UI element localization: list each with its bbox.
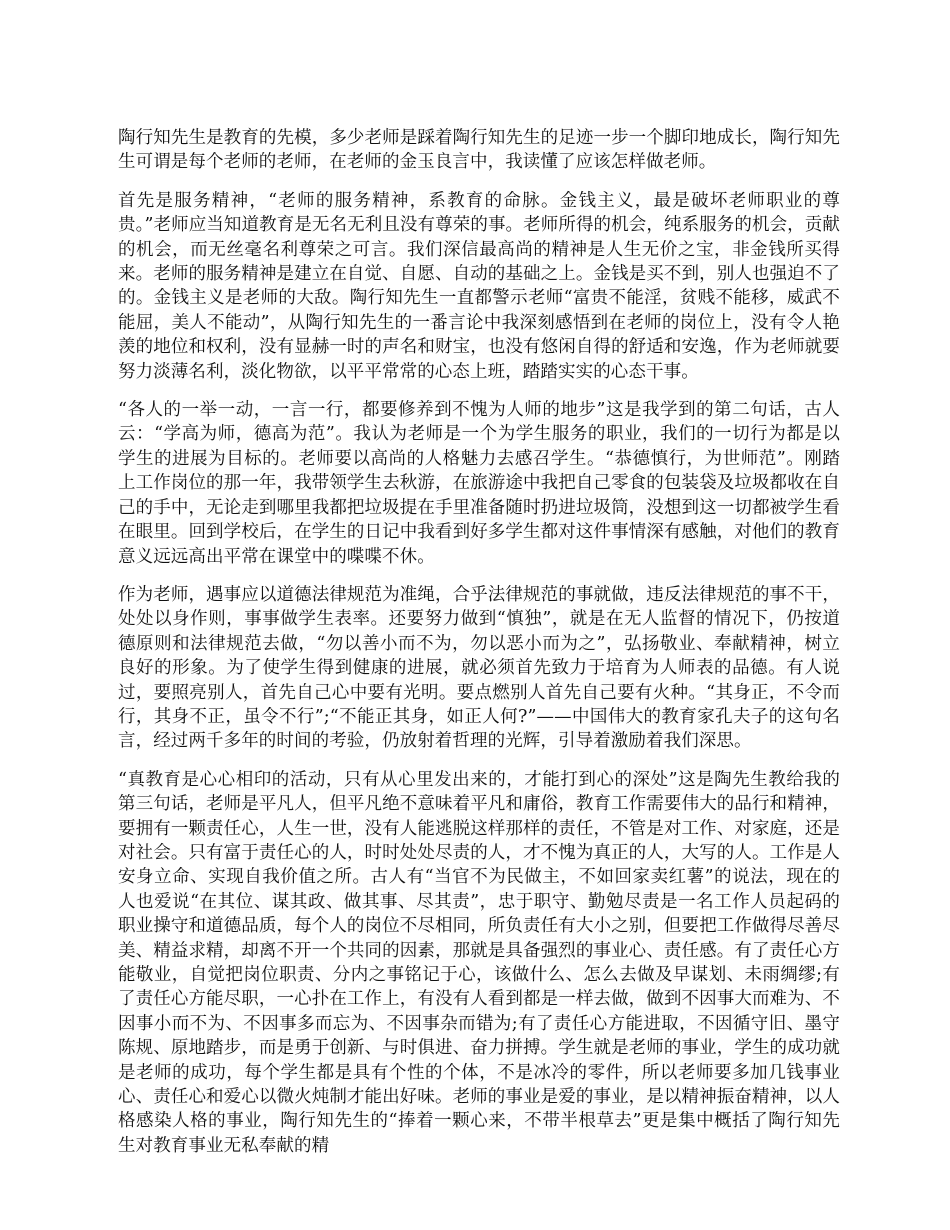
- paragraph-2: 首先是服务精神，“老师的服务精神，系教育的命脉。金钱主义，最是破坏老师职业的尊贵。”老师应当知道教育是无名无利且没有尊荣的事。老师所得的机会，纯系服务的机会，贡献的机会，而无丝毫名利尊荣之可言。我们深信最高尚的精神是人生无价之宝，非金钱所买得来。老师的服务精神是建立在自觉、自愿、自动的基础之上。金钱是买不到，别人也强迫不了的。金钱主义是老师的大敌。陶行知先生一直都警示老师“富贵不能淫，贫贱不能移，威武不能屈，美人不能动”，从陶行知先生的一番言论中我深刻感悟到在老师的岗位上，没有令人艳羡的地位和权利，没有显赫一时的声名和财宝，也没有悠闲自得的舒适和安逸，作为老师就要努力淡薄名利，淡化物欲，以平平常常的心态上班，踏踏实实的心态干事。: [118, 190, 840, 382]
- paragraph-5: “真教育是心心相印的活动，只有从心里发出来的，才能打到心的深处”这是陶先生教给我的第三句话，老师是平凡人，但平凡绝不意味着平凡和庸俗，教育工作需要伟大的品行和精神，要拥有一颗责任心，人生一世，没有人能逃脱这样那样的责任，不管是对工作、对家庭，还是对社会。只有富于责任心的人，时时处处尽责的人，才不愧为真正的人，大写的人。工作是人安身立命、实现自我价值之所。古人有“当官不为民做主，不如回家卖红薯”的说法，现在的人也爱说“在其位、谋其政、做其事、尽其责”，忠于职守、勤勉尽责是一名工作人员起码的职业操守和道德品质，每个人的岗位不尽相同，所负责任有大小之别，但要把工作做得尽善尽美、精益求精，却离不开一个共同的因素，那就是具备强烈的事业心、责任感。有了责任心方能敬业，自觉把岗位职责、分内之事铭记于心，该做什么、怎么去做及早谋划、未雨绸缪;有了责任心方能尽职，一心扑在工作上，有没有人看到都是一样去做，做到不因事大而难为、不因事小而不为、不因事多而忘为、不因事杂而错为;有了责任心方能进取，不因循守旧、墨守陈规、原地踏步，而是勇于创新、与时俱进、奋力拼搏。学生就是老师的事业，学生的成功就是老师的成功，每个学生都是具有个性的个体，不是冰冷的零件，所以老师要多加几钱事业心、责任心和爱心以微火炖制才能出好味。老师的事业是爱的事业，是以精神振奋精神，以人格感染人格的事业，陶行知先生的“捧着一颗心来，不带半根草去”更是集中概括了陶行知先生对教育事业无私奉献的精: [118, 769, 840, 1156]
- paragraph-3: “各人的一举一动，一言一行，都要修养到不愧为人师的地步”这是我学到的第二句话，古人云：“学高为师，德高为范”。我认为老师是一个为学生服务的职业，我们的一切行为都是以学生的进展为目标的。老师要以高尚的人格魅力去感召学生。“恭德慎行，为世师范”。刚踏上工作岗位的那一年，我带领学生去秋游，在旅游途中我把自己零食的包装袋及垃圾都收在自己的手中，无论走到哪里我都把垃圾提在手里准备随时扔进垃圾筒，没想到这一切都被学生看在眼里。回到学校后，在学生的日记中我看到好多学生都对这件事情深有感触，对他们的教育意义远远高出平常在课堂中的喋喋不休。: [118, 400, 840, 567]
- paragraph-4: 作为老师，遇事应以道德法律规范为准绳，合乎法律规范的事就做，违反法律规范的事不干，处处以身作则，事事做学生表率。还要努力做到“慎独”，就是在无人监督的情况下，仍按道德原则和法律规范去做，“勿以善小而不为，勿以恶小而为之”，弘扬敬业、奉献精神，树立良好的形象。为了使学生得到健康的进展，就必须首先致力于培育为人师表的品德。有人说过，要照亮别人，首先自己心中要有光明。要点燃别人首先自己要有火种。“其身正，不令而行，其身不正，虽令不行”;“不能正其身，如正人何?”——中国伟大的教育家孔夫子的这句名言，经过两千多年的时间的考验，仍放射着哲理的光辉，引导着激励着我们深思。: [118, 584, 840, 752]
- paragraph-1: 陶行知先生是教育的先模，多少老师是踩着陶行知先生的足迹一步一个脚印地成长，陶行知先生可谓是每个老师的老师，在老师的金玉良言中，我读懂了应该怎样做老师。: [118, 128, 840, 173]
- document-body: [118, 126, 840, 1158]
